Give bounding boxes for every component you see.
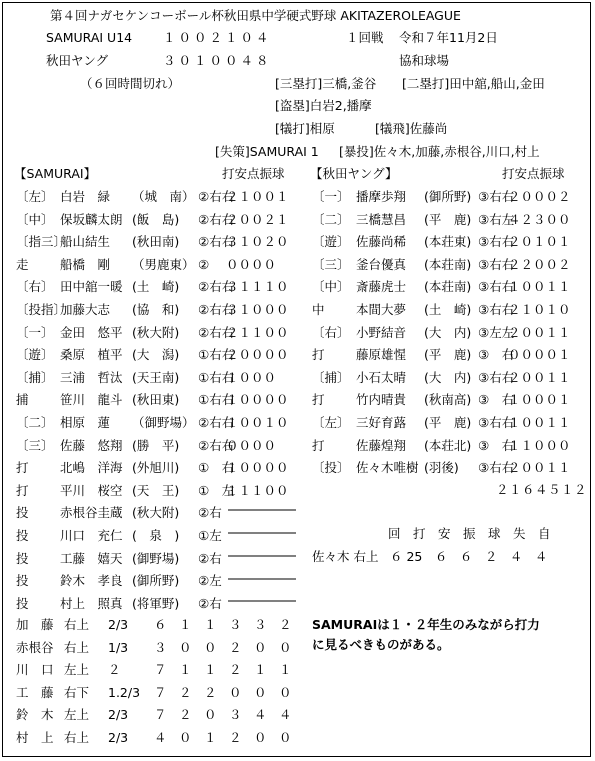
game-date: 令和７年11月2日 [399,30,498,45]
lineup-right-stats: １１０００ [508,438,571,453]
lineup-right-school: (大 内) [424,370,472,385]
lineup-left-school: （男鹿東） [132,257,195,272]
lineup-left-pos: 〔三〕 [16,438,54,453]
pitching-left-arm: 右上 [64,617,90,632]
lineup-right-pos: 〔中〕 [312,279,350,294]
lineup-left-pos: 投 [16,528,29,543]
lineup-right-school: (御所野) [424,189,472,204]
lineup-left-name: 加藤大志 [60,302,111,317]
lineup-left-stats: ００００ [226,438,277,453]
lineup-right-info: ③右右 [478,189,515,204]
pitching-left-stats: ３ ０ ０ ２ ０ ０ [154,640,292,655]
pitching-left-name: 工 藤 [16,685,54,700]
lineup-right-name: 三橋慧昌 [356,212,407,227]
lineup-left-info: ②右右 [198,279,235,294]
lineup-left-school: （御野場） [132,415,195,430]
lineup-left-school: （城 南） [132,189,195,204]
lineup-right-stats: １０００１ [508,392,571,407]
lineup-right-name: 斎藤虎士 [356,279,407,294]
lineup-left-name: 田中舘一暖 [60,279,123,294]
pitching-left-stats: ７ ２ ０ ３ ４ ４ [154,707,292,722]
lineup-right-name: 藤原雄惺 [356,347,407,362]
lineup-right-info: ③右右 [478,415,515,430]
lineup-left-name: 相原 蓮 [60,415,111,430]
lineup-right-info: ③右右 [478,370,515,385]
pitching-left-ip: 2/3 [108,707,129,722]
pitching-left-name: 鈴 木 [16,707,54,722]
lineup-right-info: ③ 右 [478,392,515,407]
lineup-right-info: ③ 右 [478,438,515,453]
lineup-left-name: 保坂麟太朗 [60,212,123,227]
pitching-left-stats: ４ ０ １ ２ ０ ０ [154,730,292,745]
lineup-left-name: 白岩 緑 [60,189,111,204]
comment-line-2: に見るべきものがある。 [312,637,450,652]
lineup-right-stats: ２１０１０ [508,302,571,317]
lineup-left-pos: 〔二〕 [16,415,54,430]
lineup-right-name: 小野結音 [356,325,407,340]
lineup-right-school: (本荘東) [424,234,472,249]
lineup-right-name: 三好育蕗 [356,415,407,430]
lineup-left-info: ② [198,257,210,272]
lineup-left-pos: 〔右〕 [16,279,54,294]
lineup-right-school: (本荘南) [424,257,472,272]
pitching-left-ip: 2/3 [108,730,129,745]
lineup-left-name: 三浦 哲汰 [60,370,123,385]
lineup-right-stats: １００１１ [508,279,571,294]
lineup-left-info: ②右右 [198,415,235,430]
pitching-left-name: 川 口 [16,662,54,677]
page-title: 第４回ナガセケンコーボール杯秋田県中学硬式野球 AKITAZEROLEAGUE [50,8,461,23]
lineup-right-pos: 〔二〕 [312,212,350,227]
lineup-right-info: ③左左 [478,325,515,340]
lineup-left-stats: ００００ [226,257,277,272]
lineup-left-name: 川口 充仁 [60,528,123,543]
pitching-left-name: 加 藤 [16,617,54,632]
lineup-left-school: (秋田東) [132,392,180,407]
lineup-right-totals: ２１６４５１２ [496,482,588,497]
summary-steal: [盗塁]白岩2,播摩 [275,98,372,113]
lineup-left-name: 佐藤 悠翔 [60,438,123,453]
lineup-right-stats: ００００１ [508,347,571,362]
lineup-left-pos: 打 [16,460,29,475]
pitching-left-stats: ７ ２ ２ ０ ０ ０ [154,685,292,700]
lineup-left-pos: 投 [16,505,29,520]
comment-line-1: SAMURAIは１・２年生のみながら打力 [312,617,540,632]
lineup-left-stats: ２１１００ [226,325,289,340]
lineup-left-pos: 捕 [16,392,29,407]
lineup-right-name: 本間大夢 [356,302,407,317]
lineup-left-info: ①右右 [198,347,235,362]
lineup-left-name: 笹川 龍斗 [60,392,123,407]
lineup-left-pos: 〔捕〕 [16,370,54,385]
lineup-left-stats: ２００００ [226,347,289,362]
summary-sac-bunt: [犠打]相原 [275,121,335,136]
lineup-left-info: ②右右 [198,438,235,453]
lineup-right-pos: 打 [312,438,325,453]
lineup-right-pos: 〔捕〕 [312,370,350,385]
lineup-left-stats: ２１００１ [226,189,289,204]
lineup-right-info: ③右右 [478,257,515,272]
lineup-right-school: (大 内) [424,325,472,340]
lineup-left-school: (秋田南) [132,234,180,249]
lineup-right-pos: 〔三〕 [312,257,350,272]
pitching-header: 回 打 安 振 球 失 自 [388,526,551,541]
lineup-right-school: (本荘北) [424,438,472,453]
summary-double: [二塁打]田中舘,船山,金田 [402,76,545,91]
lineup-left-name: 赤根谷圭蔵 [60,505,123,520]
lineup-left-pos: 打 [16,483,29,498]
lineup-right-info: ③ 右 [478,347,515,362]
lineup-left-school: (御所野) [132,573,180,588]
lineup-right-school: (平 鹿) [424,347,472,362]
lineup-left-pos: 〔一〕 [16,325,54,340]
lineup-right-school: (秋南高) [424,392,472,407]
lineup-right-school: (平 鹿) [424,415,472,430]
lineup-left-info: ①右右 [198,392,235,407]
lineup-right-pos: 〔投〕 [312,460,350,475]
lineup-left-info: ②右右 [198,302,235,317]
team1-name: SAMURAI U14 [46,30,133,45]
lineup-right-name: 小石太晴 [356,370,407,385]
lineup-left-name: 北嶋 洋海 [60,460,123,475]
lineup-right-school: (平 鹿) [424,212,472,227]
lineup-left-stats-header: 打安点振球 [222,166,285,181]
lineup-right-stats: ４２３００ [508,212,571,227]
lineup-left-info: ①左 [198,528,222,543]
lineup-right-pos: 〔左〕 [312,415,350,430]
lineup-right-pos: 打 [312,392,325,407]
lineup-right-pos: 〔一〕 [312,189,350,204]
lineup-left-school: ( 泉 ) [132,528,180,543]
lineup-left-stats: ２００２１ [226,212,289,227]
lineup-right-pos: 打 [312,347,325,362]
lineup-left-school: (将軍野) [132,596,180,611]
lineup-right-name: 佐藤煌翔 [356,438,407,453]
lineup-left-school: (秋大附) [132,325,180,340]
lineup-right-stats-header: 打安点振球 [502,166,565,181]
lineup-left-name: 村上 照真 [60,596,123,611]
lineup-left-name: 桑原 植平 [60,347,123,362]
lineup-left-info: ②右右 [198,189,235,204]
lineup-left-pos: 投 [16,573,29,588]
lineup-right-stats: ２００１１ [508,325,571,340]
lineup-right-info: ③右左 [478,212,515,227]
lineup-left-school: (大 潟) [132,347,180,362]
pitching-left-arm: 右上 [64,640,90,655]
pitching-left-arm: 右上 [64,730,90,745]
summary-sac-fly: [犠飛]佐藤尚 [375,121,448,136]
lineup-right-school: (本荘南) [424,279,472,294]
lineup-right-stats: ２０００２ [508,189,571,204]
lineup-left-name: 船山結生 [60,234,111,249]
lineup-left-header: 【SAMURAI】 [14,166,97,181]
lineup-left-stats: ３１１１０ [226,279,289,294]
lineup-left-stats: １００００ [226,392,289,407]
lineup-right-info: ③右右 [478,279,515,294]
lineup-right-stats: １００１１ [508,415,571,430]
lineup-left-info: ②右 [198,596,222,611]
lineup-left-school: (天 王) [132,483,180,498]
lineup-left-info: ②右 [198,505,222,520]
pitching-left-arm: 右下 [64,685,90,700]
lineup-left-pos: 走 [16,257,29,272]
lineup-left-pos: 〔遊〕 [16,347,54,362]
pitching-left-name: 赤根谷 [16,640,54,655]
lineup-left-pos: 〔指三〕 [16,234,67,249]
lineup-right-pos: 中 [312,302,325,317]
pitching-left-ip: ２ [108,662,121,677]
pitching-left-arm: 左上 [64,662,90,677]
lineup-right-name: 釜台優真 [356,257,407,272]
lineup-right-name: 竹内晴貴 [356,392,407,407]
lineup-left-name: 金田 悠平 [60,325,123,340]
lineup-right-header: 【秋田ヤング】 [310,166,398,181]
lineup-left-stats: １００１０ [226,415,289,430]
lineup-left-school: (秋大附) [132,505,180,520]
lineup-left-stats: １１１００ [226,483,289,498]
pitching-left-ip: 2/3 [108,617,129,632]
lineup-right-info: ③右右 [478,234,515,249]
lineup-right-stats: ２２００２ [508,257,571,272]
lineup-left-school: (外旭川) [132,460,180,475]
lineup-right-stats: ２００１１ [508,460,571,475]
lineup-left-info: ②右右 [198,212,235,227]
summary-wild-pitch: [暴投]佐々木,加藤,赤根谷,川口,村上 [339,144,540,159]
pitching-right-stats: ６ 25 ６ ６ ２ ４ ４ [390,549,548,564]
pitching-left-ip: 1/3 [108,640,129,655]
lineup-left-info: ②右 [198,551,222,566]
lineup-right-name: 佐々木唯樹 [356,460,419,475]
lineup-left-info: ① 左 [198,483,235,498]
lineup-right-name: 播摩歩翔 [356,189,407,204]
lineup-left-name: 船橋 剛 [60,257,111,272]
lineup-right-info: ③右右 [478,302,515,317]
pitching-left-arm: 左上 [64,707,90,722]
lineup-right-name: 佐藤尚稀 [356,234,407,249]
round-label: １回戦 [346,30,384,45]
lineup-left-stats: ３１０００ [226,302,289,317]
pitching-left-stats: ６ １ １ ３ ３ ２ [154,617,292,632]
lineup-left-info: ①右右 [198,370,235,385]
pitching-right-name: 佐々木 右上 [312,549,379,564]
lineup-left-info: ②右右 [198,325,235,340]
lineup-left-pos: 投 [16,551,29,566]
lineup-left-pos: 〔左〕 [16,189,54,204]
lineup-left-stats: １００００ [226,460,289,475]
lineup-right-stats: ２０１０１ [508,234,571,249]
lineup-left-info: ②右右 [198,234,235,249]
lineup-right-school: (土 崎) [424,302,472,317]
lineup-left-school: (飯 島) [132,212,180,227]
lineup-left-info: ① 右 [198,460,235,475]
lineup-right-school: (羽後) [424,460,459,475]
lineup-left-school: (勝 平) [132,438,180,453]
lineup-left-school: (協 和) [132,302,180,317]
lineup-left-name: 平川 桜空 [60,483,123,498]
lineup-left-pos: 〔中〕 [16,212,54,227]
team2-name: 秋田ヤング [46,53,109,68]
summary-triple: [三塁打]三橋,釜谷 [275,76,377,91]
lineup-left-school: (天王南) [132,370,180,385]
team1-score: １００２１０４ [163,30,272,45]
lineup-right-pos: 〔遊〕 [312,234,350,249]
pitching-left-stats: ７ １ １ ２ １ １ [154,662,292,677]
venue: 協和球場 [399,53,450,68]
lineup-left-pos: 〔投指〕 [16,302,67,317]
game-note: （６回時間切れ） [80,76,181,91]
lineup-left-school: (土 崎) [132,279,180,294]
lineup-left-stats: ３１０２０ [226,234,289,249]
lineup-left-info: ②左 [198,573,222,588]
lineup-left-name: 鈴木 孝良 [60,573,123,588]
lineup-right-stats: ２００１１ [508,370,571,385]
lineup-right-pos: 〔右〕 [312,325,350,340]
pitching-left-name: 村 上 [16,730,54,745]
team2-score: ３０１００４８ [163,53,272,68]
lineup-left-name: 工藤 嬉天 [60,551,123,566]
lineup-right-info: ③右右 [478,460,515,475]
pitching-left-ip: 1.2/3 [108,685,141,700]
lineup-left-stats: １０００ [226,370,277,385]
lineup-left-pos: 投 [16,596,29,611]
lineup-left-school: (御野場) [132,551,180,566]
summary-errors: [失策]SAMURAI 1 [215,144,319,159]
